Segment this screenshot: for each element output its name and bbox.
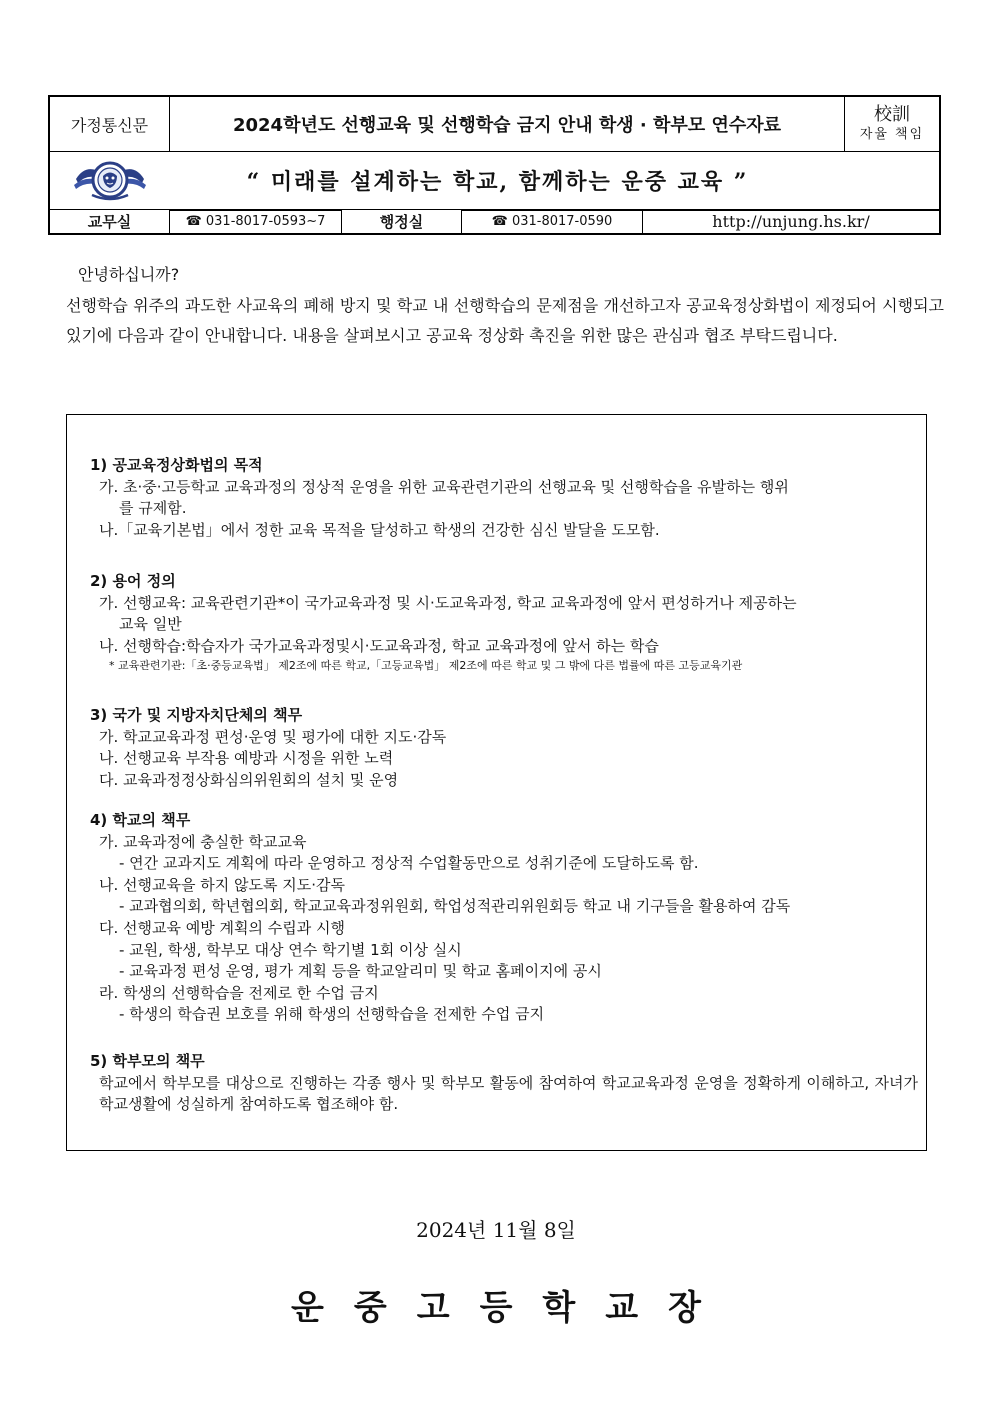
sub-list-item: - 교원, 학생, 학부모 대상 연수 학기별 1회 이상 실시 <box>119 940 462 959</box>
list-item: 가. 교육과정에 충실한 학교교육 <box>99 832 307 851</box>
list-item: 가. 선행교육: 교육관련기관*이 국가교육과정 및 시·도교육과정, 학교 교육과정에 앞서 편성하거나 제공하는 <box>99 593 797 612</box>
section-heading: 3) 국가 및 지방자치단체의 책무 <box>90 706 303 724</box>
list-item-continuation: 교육 일반 <box>119 615 182 634</box>
school-motto <box>845 97 939 151</box>
school-emblem-logo <box>72 157 148 203</box>
section-paragraph: 학교에서 학부모를 대상으로 진행하는 각종 행사 및 학부모 활동에 참여하여 학교교육과정 운영을 정확하게 이해하고, 자녀가 학교생활에 성실하게 참여하도록 협조해야 함. <box>99 1073 918 1114</box>
section-definitions <box>90 571 920 675</box>
sub-list-item: - 연간 교과지도 계획에 따라 운영하고 정상적 수업활동만으로 성취기준에 도달하도록 함. <box>119 854 699 873</box>
section-parent-duties <box>90 1051 920 1116</box>
section-government-duties <box>90 705 920 791</box>
document-type: 가정통신문 <box>50 97 170 151</box>
list-item-continuation: 를 규제함. <box>119 499 187 518</box>
office2-phone: ☎ 031-8017-0590 <box>462 210 643 233</box>
section-heading: 1) 공교육정상화법의 목적 <box>90 456 263 474</box>
section-purpose <box>90 455 920 541</box>
section-heading: 4) 학교의 책무 <box>90 811 191 829</box>
letterhead-title-row <box>50 97 939 152</box>
sub-list-item: - 학생의 학습권 보호를 위해 학생의 선행학습을 전제한 수업 금지 <box>119 1005 545 1024</box>
section-heading: 2) 용어 정의 <box>90 572 176 590</box>
office1-label: 교무실 <box>50 210 170 233</box>
list-item: 다. 선행교육 예방 계획의 수립과 시행 <box>99 918 345 937</box>
motto-text: 자율 책임 <box>859 127 925 142</box>
document-title: 2024학년도 선행교육 및 선행학습 금지 안내 학생 · 학부모 연수자료 <box>170 97 845 151</box>
principal-signature: 운중고등학교장 <box>291 1288 731 1328</box>
footnote: * 교육관련기관:「초·중등교육법」 제2조에 따른 학교,「고등교육법」 제2조에 따른 학교 및 그 밖에 다른 법률에 따른 고등교육기관 <box>109 659 743 673</box>
sub-list-item: - 교과협의회, 학년협의회, 학교교육과정위원회, 학업성적관리위원회등 학교 내 기구들을 활용하여 감독 <box>119 897 791 916</box>
school-slogan: “ 미래를 설계하는 학교, 함께하는 운중 교육 ” <box>246 168 749 195</box>
letterhead-table <box>48 95 941 235</box>
list-item: 나.「교육기본법」에서 정한 교육 목적을 달성하고 학생의 건강한 심신 발달을 도모함. <box>99 520 660 539</box>
section-heading: 5) 학부모의 책무 <box>90 1052 205 1070</box>
list-item: 가. 초·중·고등학교 교육과정의 정상적 운영을 위한 교육관련기관의 선행교육 및 선행학습을 유발하는 행위 <box>99 477 789 496</box>
office1-phone: ☎ 031-8017-0593~7 <box>170 210 342 233</box>
sub-list-item: - 교육과정 편성 운영, 평가 계획 등을 학교알리미 및 학교 홈페이지에 공시 <box>119 962 602 981</box>
list-item: 나. 선행학습:학습자가 국가교육과정및시·도교육과정, 학교 교육과정에 앞서 하는 학습 <box>99 636 659 655</box>
list-item: 다. 교육과정정상화심의위원회의 설치 및 운영 <box>99 770 399 789</box>
intro-paragraph: 선행학습 위주의 과도한 사교육의 폐해 방지 및 학교 내 선행학습의 문제점을 개선하고자 공교육정상화법이 제정되어 시행되고 있기에 다음과 같이 안내합니다. 내용을 살펴보시고 공교육 정상화 촉진을 위한 많은 관심과 협조 부탁드립니다. <box>66 296 944 345</box>
list-item: 라. 학생의 선행학습을 전제로 한 수업 금지 <box>99 983 379 1002</box>
content-box <box>66 414 927 1151</box>
issue-date: 2024년 11월 8일 <box>416 1218 576 1242</box>
greeting: 안녕하십니까? <box>78 265 180 284</box>
school-website-link[interactable]: http://unjung.hs.kr/ <box>712 212 870 231</box>
letterhead-slogan-row <box>50 151 939 211</box>
motto-label: 校訓 <box>874 104 910 125</box>
letterhead-contact-row <box>50 210 939 233</box>
list-item: 나. 선행교육을 하지 않도록 지도·감독 <box>99 875 345 894</box>
section-school-duties <box>90 810 920 1026</box>
list-item: 나. 선행교육 부작용 예방과 시정을 위한 노력 <box>99 749 394 768</box>
list-item: 가. 학교교육과정 편성·운영 및 평가에 대한 지도·감독 <box>99 727 447 746</box>
office2-label: 행정실 <box>342 210 462 233</box>
